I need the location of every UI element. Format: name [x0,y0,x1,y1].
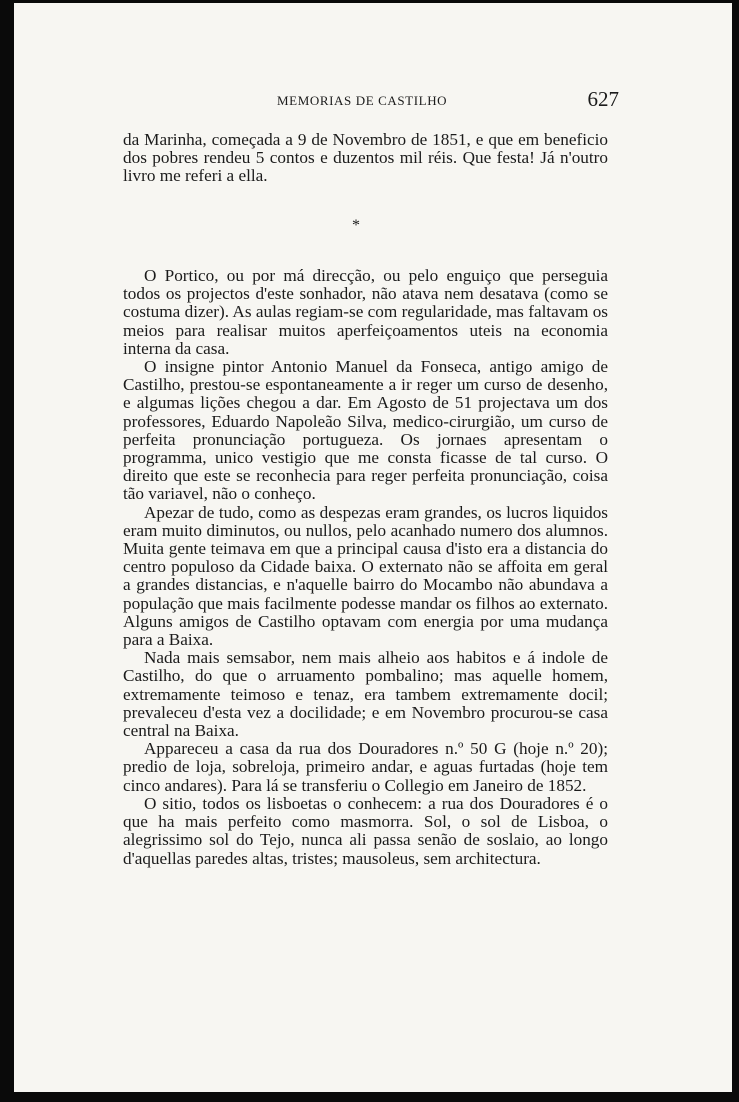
paragraph: da Marinha, começada a 9 de Novembro de 1851, e que em beneficio dos pobres rendeu 5 contos e duzentos mil réis. Que festa! Já n'outro livro me referi a ella. [123,130,608,186]
paragraph: Apezar de tudo, como as despezas eram grandes, os lucros liquidos eram muito diminutos, ou nullos, pelo acanhado numero dos alumnos. Muita gente teimava em que a principal causa d'isto era a distancia do centro populoso da Cidade baixa. O externato não se affoita em geral a grandes distancias, e n'aquelle bairro do Mocambo não abundava a população que mais facilmente podesse mandar os filhos ao externato. Alguns amigos de Castilho optavam com energia por uma mudança para a Baixa. [123,502,608,650]
page-header [114,87,619,117]
text-block-top [123,131,608,186]
running-title: MEMORIAS DE CASTILHO [277,93,448,108]
text-block-main [123,267,608,868]
paragraph: O insigne pintor Antonio Manuel da Fonseca, antigo amigo de Castilho, prestou-se espontaneamente a ir reger um curso de desenho, e algumas lições chegou a dar. Em Agosto de 51 projectava um dos professores, Eduardo Napoleão Silva, medico-cirurgião, um curso de perfeita pronunciação portugueza. Os jornaes apresentam o programma, unico vestigio que me consta ficasse de tal curso. O direito que este se reconhecia para reger perfeita pronunciação, coisa tão variavel, não o conheço. [123,357,608,504]
page-number: 627 [587,87,619,111]
paragraph: Appareceu a casa da rua dos Douradores n.º 50 G (hoje n.º 20); predio de loja, sobreloja, primeiro andar, e aguas furtadas (hoje tem cinco andares). Para lá se transferiu o Collegio em Janeiro de 1852. [123,739,608,795]
asterisk-separator: * [352,217,360,234]
paragraph: Nada mais semsabor, nem mais alheio aos habitos e á indole de Castilho, do que o arruamento pombalino; mas aquelle homem, extremamente teimoso e tenaz, era tambem extremamente docil; prevaleceu d'esta vez a docilidade; e em Novembro procurou-se casa central na Baixa. [123,648,608,741]
paragraph: O sitio, todos os lisboetas o conhecem: a rua dos Douradores é o que ha mais perfeito como masmorra. Sol, o sol de Lisboa, o alegrissimo sol do Tejo, nunca ali passa senão de soslaio, ao longo d'aquellas paredes altas, tristes; mausoleus, sem architectura. [123,793,608,868]
paragraph: O Portico, ou por má direcção, ou pelo enguiço que perseguia todos os projectos d'este sonhador, não atava nem desatava (como se costuma dizer). As aulas regiam-se com regularidade, mas faltavam os meios para realisar muitos aperfeiçoamentos uteis na economia interna da casa. [123,266,608,358]
